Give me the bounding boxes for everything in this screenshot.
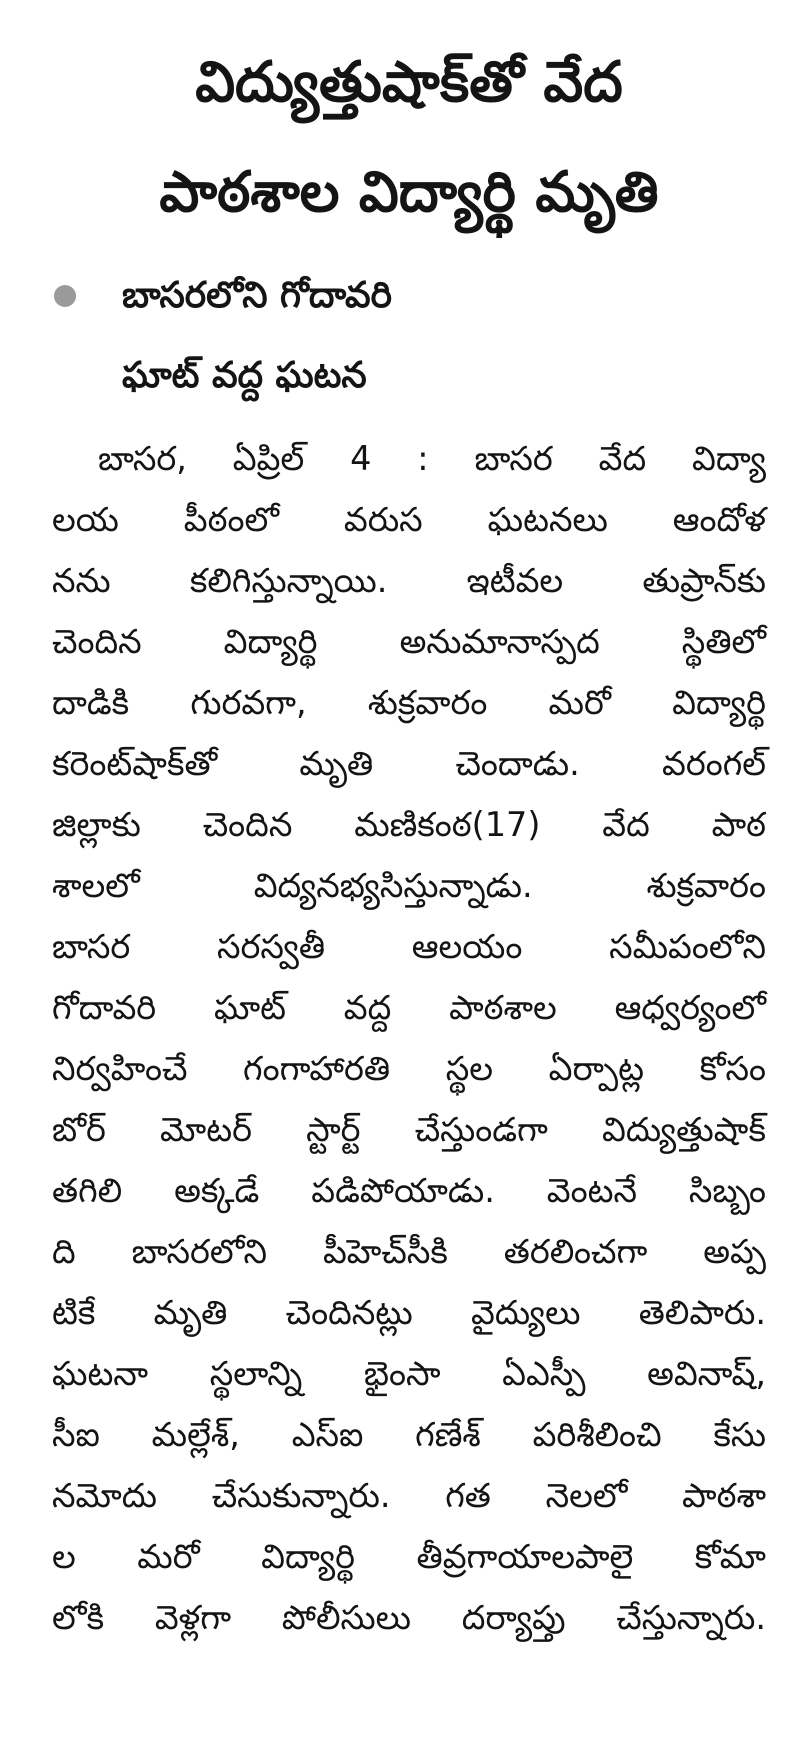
body-line: లయ పీఠంలో వరుస ఘటనలు ఆందోళ xyxy=(52,500,766,539)
headline-line: విద్యుత్తుషాక్‌తో వేద xyxy=(195,50,623,115)
body-line: బాసర, ఏప్రిల్ 4 : బాసర వేద విద్యా xyxy=(98,439,766,478)
subheadline xyxy=(52,256,766,416)
body-line: నను కలిగిస్తున్నాయి. ఇటీవల తుప్రాన్‌కు xyxy=(52,561,766,600)
body-line: బాసర సరస్వతీ ఆలయం సమీపంలోని xyxy=(52,927,766,966)
body-line: ల మరో విద్యార్థి తీవ్రగాయాలపాలై కోమా xyxy=(52,1537,766,1576)
body-line: ది బాసరలోని పీహెచ్‌సీకి తరలించగా అప్ప xyxy=(52,1232,766,1271)
subheadline-line: ఘాట్ వద్ద ఘటన xyxy=(122,355,367,396)
article-body xyxy=(52,428,766,1648)
body-line: లోకి వెళ్లగా పోలీసులు దర్యాప్తు చేస్తున్నారు. xyxy=(52,1598,766,1637)
body-line: చెందిన విద్యార్థి అనుమానాస్పద స్థితిలో xyxy=(52,622,766,661)
subheadline-line: బాసరలోని గోదావరి xyxy=(122,275,392,316)
body-line: కరెంట్‌షాక్‌తో మృతి చెందాడు. వరంగల్ xyxy=(52,744,766,783)
body-line: నమోదు చేసుకున్నారు. గత నెలలో పాఠశా xyxy=(52,1476,766,1515)
body-line: బోర్ మోటర్ స్టార్ట్ చేస్తుండగా విద్యుత్తుషాక్ xyxy=(52,1110,766,1149)
body-line: నిర్వహించే గంగాహారతి స్థల ఏర్పాట్ల కోసం xyxy=(52,1049,766,1088)
body-line: జిల్లాకు చెందిన మణికంఠ(17) వేద పాఠ xyxy=(52,805,766,844)
body-line: తగిలి అక్కడే పడిపోయాడు. వెంటనే సిబ్బం xyxy=(52,1171,766,1210)
body-line: దాడికి గురవగా, శుక్రవారం మరో విద్యార్థి xyxy=(52,683,766,722)
body-line: గోదావరి ఘాట్ వద్ద పాఠశాల ఆధ్వర్యంలో xyxy=(52,988,766,1027)
bullet-icon xyxy=(54,285,76,307)
body-line: ఘటనా స్థలాన్ని భైంసా ఏఎస్పీ అవినాష్, xyxy=(52,1354,766,1393)
headline xyxy=(52,28,766,248)
body-line: టికే మృతి చెందినట్లు వైద్యులు తెలిపారు. xyxy=(52,1293,766,1332)
body-line: శాలలో విద్యనభ్యసిస్తున్నాడు. శుక్రవారం xyxy=(52,866,766,905)
body-line: సీఐ మల్లేశ్, ఎస్ఐ గణేశ్ పరిశీలించి కేసు xyxy=(52,1415,766,1454)
headline-line: పాఠశాల విద్యార్థి మృతి xyxy=(159,160,659,225)
